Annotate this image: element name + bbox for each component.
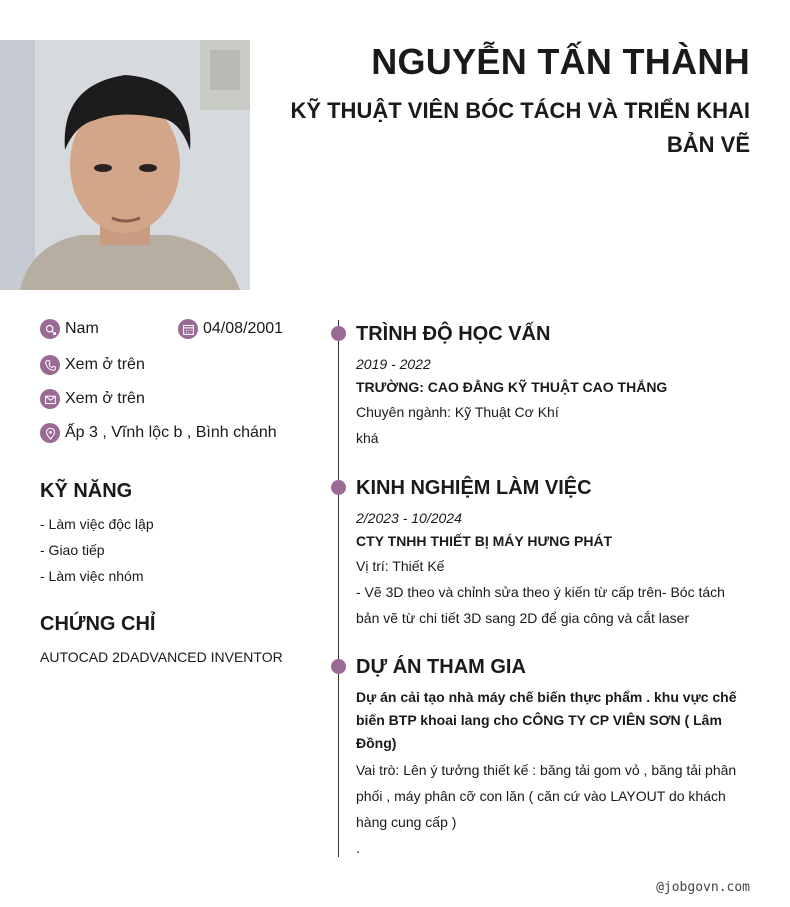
birthday-value: 04/08/2001 bbox=[203, 320, 284, 337]
certificates-section bbox=[40, 612, 310, 670]
gender-row bbox=[40, 319, 99, 339]
certificates-text: AUTOCAD 2DADVANCED INVENTOR bbox=[40, 649, 283, 665]
timeline-dot bbox=[331, 480, 346, 495]
timeline-dot bbox=[331, 326, 346, 341]
education-period: 2019 - 2022 bbox=[356, 356, 431, 372]
gender-icon bbox=[40, 319, 60, 339]
phone-icon bbox=[40, 355, 60, 375]
experience-section bbox=[356, 475, 750, 631]
timeline-line bbox=[338, 320, 339, 857]
address-row bbox=[40, 423, 277, 443]
email-row bbox=[40, 389, 145, 409]
experience-period: 2/2023 - 10/2024 bbox=[356, 510, 462, 526]
email-value: Xem ở trên bbox=[65, 390, 145, 407]
experience-description: - Vẽ 3D theo và chỉnh sửa theo ý kiến từ cấp trên- Bóc tách bản vẽ từ chi tiết 3D sang 2D để gia công và cắt laser bbox=[356, 584, 725, 626]
company-name: CTY TNHH THIẾT BỊ MÁY HƯNG PHÁT bbox=[356, 533, 613, 549]
skills-section bbox=[40, 479, 310, 589]
job-title: KỸ THUẬT VIÊN BÓC TÁCH VÀ TRIỂN KHAI BẢN VẼ bbox=[290, 98, 750, 157]
address-value: Ấp 3 , Vĩnh lộc b , Bình chánh bbox=[65, 424, 277, 441]
phone-row bbox=[40, 355, 145, 375]
skill-item: - Làm việc nhóm bbox=[40, 568, 144, 584]
birthday-row bbox=[178, 319, 283, 339]
skill-item: - Làm việc độc lập bbox=[40, 516, 154, 532]
resume-header bbox=[280, 40, 750, 162]
email-icon bbox=[40, 389, 60, 409]
skill-item: - Giao tiếp bbox=[40, 542, 105, 558]
project-name: Dự án cải tạo nhà máy chế biến thực phẩm . khu vực chế biến BTP khoai lang cho CÔNG TY CP VIÊN SƠN ( Lâm Đồng) bbox=[356, 689, 737, 751]
skills-list bbox=[40, 511, 310, 589]
candidate-name: NGUYỄN TẤN THÀNH bbox=[371, 41, 750, 82]
projects-heading: DỰ ÁN THAM GIA bbox=[356, 656, 526, 678]
timeline-dot bbox=[331, 659, 346, 674]
gender-value: Nam bbox=[65, 320, 99, 337]
certificates-heading: CHỨNG CHỈ bbox=[40, 613, 156, 635]
education-grade: khá bbox=[356, 430, 379, 446]
calendar-icon bbox=[178, 319, 198, 339]
portrait-image bbox=[0, 40, 250, 290]
education-heading: TRÌNH ĐỘ HỌC VẤN bbox=[356, 323, 551, 345]
experience-position: Vị trí: Thiết Kế bbox=[356, 558, 445, 574]
projects-section bbox=[356, 654, 750, 861]
watermark: @jobgovn.com bbox=[656, 880, 750, 895]
location-pin-icon bbox=[40, 423, 60, 443]
profile-photo bbox=[0, 40, 250, 290]
education-section bbox=[356, 321, 750, 451]
skills-heading: KỸ NĂNG bbox=[40, 480, 133, 502]
education-major: Chuyên ngành: Kỹ Thuật Cơ Khí bbox=[356, 404, 559, 420]
project-note: . bbox=[356, 840, 360, 856]
phone-value: Xem ở trên bbox=[65, 356, 145, 373]
school-name: TRƯỜNG: CAO ĐẲNG KỸ THUẬT CAO THẮNG bbox=[356, 379, 668, 395]
project-role: Vai trò: Lên ý tưởng thiết kế : băng tải gom vỏ , băng tải phân phối , máy phân cỡ con lăn ( căn cứ vào LAYOUT do khách hàng cung cấp ) bbox=[356, 762, 737, 830]
experience-heading: KINH NGHIỆM LÀM VIỆC bbox=[356, 477, 592, 499]
